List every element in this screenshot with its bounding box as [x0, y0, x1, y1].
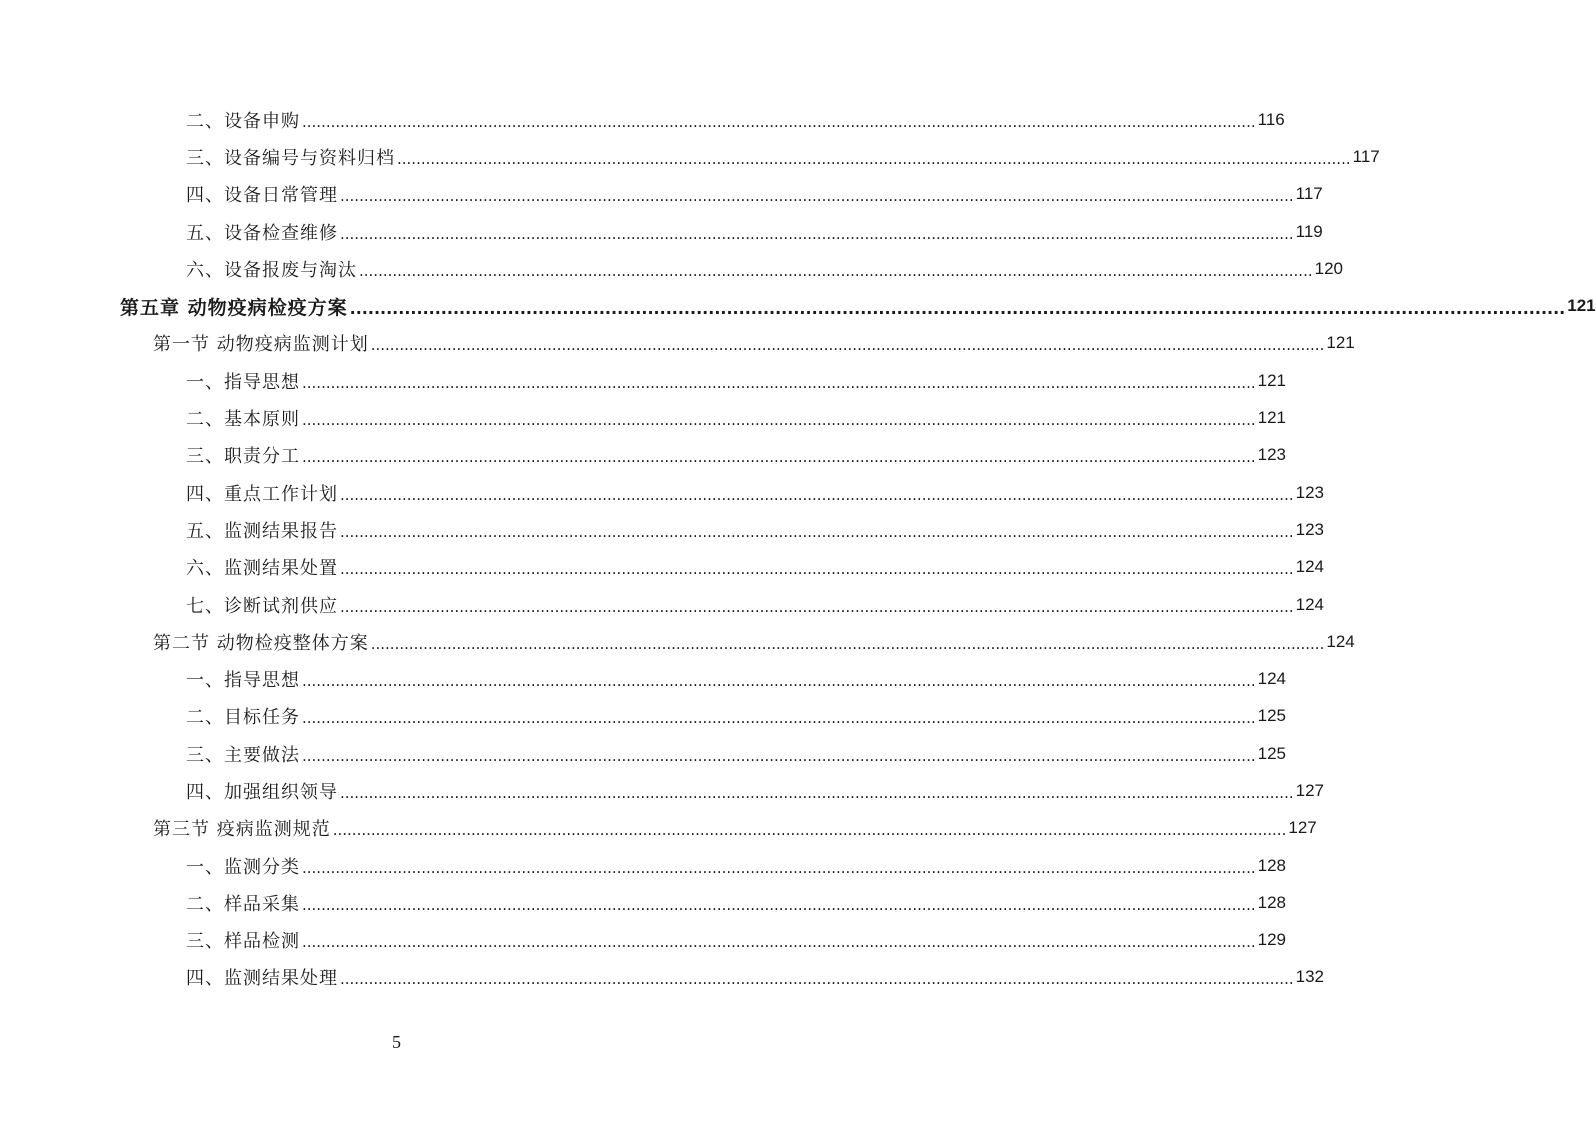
toc-entry-page-number: 129 [1257, 930, 1286, 950]
dot-leader: ........................................................................................................................................................................................................ [340, 485, 1294, 504]
toc-entry-chapter[interactable] [0, 287, 1596, 324]
toc-entry-title: 二、目标任务 [186, 707, 300, 729]
toc-entry-title: 二、设备申购 [186, 110, 300, 132]
dot-leader: ........................................................................................................................................................................................................ [349, 298, 1566, 318]
toc-entry-page-number: 125 [1257, 743, 1286, 763]
toc-entry-page-number: 120 [1314, 258, 1343, 278]
toc-entry-page-number: 124 [1295, 594, 1324, 614]
toc-entry-page-number: 116 [1257, 109, 1285, 129]
toc-entry-title: 三、样品检测 [186, 931, 300, 953]
toc-entry-item[interactable] [0, 399, 1286, 436]
toc-entry-page-number: 119 [1295, 221, 1323, 241]
dot-leader: ........................................................................................................................................................................................................ [302, 448, 1256, 467]
toc-entry-title: 四、加强组织领导 [186, 781, 338, 803]
toc-entry-item[interactable] [0, 437, 1286, 474]
dot-leader: ........................................................................................................................................................................................................ [397, 149, 1351, 168]
dot-leader: ........................................................................................................................................................................................................ [359, 261, 1313, 280]
toc-entry-page-number: 121 [1257, 370, 1286, 390]
toc-entry-title: 一、指导思想 [186, 371, 300, 393]
toc-entry-title: 四、重点工作计划 [186, 483, 338, 505]
toc-entry-page-number: 127 [1288, 818, 1317, 838]
toc-entry-item[interactable] [0, 101, 1285, 138]
toc-entry-title: 第一节 动物疫病监测计划 [153, 334, 369, 356]
toc-entry-item[interactable] [0, 586, 1324, 623]
toc-entry-title: 四、设备日常管理 [186, 185, 338, 207]
toc-entry-item[interactable] [0, 213, 1323, 250]
toc-entry-title: 一、指导思想 [186, 670, 300, 692]
toc-entry-item[interactable] [0, 362, 1286, 399]
toc-entry-item[interactable] [0, 549, 1324, 586]
toc-entry-page-number: 117 [1352, 146, 1380, 166]
dot-leader: ........................................................................................................................................................................................................ [302, 373, 1256, 392]
toc-entry-page-number: 123 [1257, 445, 1286, 465]
dot-leader: ........................................................................................................................................................................................................ [302, 933, 1256, 952]
toc-entry-title: 三、设备编号与资料归档 [186, 147, 395, 169]
toc-entry-page-number: 121 [1257, 408, 1286, 428]
dot-leader: ........................................................................................................................................................................................................ [340, 560, 1294, 579]
toc-entry-item[interactable] [0, 922, 1286, 959]
toc-entry-item[interactable] [0, 959, 1324, 996]
toc-entry-page-number: 124 [1295, 557, 1324, 577]
toc-entry-title: 二、基本原则 [186, 409, 300, 431]
toc-entry-title: 六、设备报废与淘汰 [186, 259, 357, 281]
toc-entry-section[interactable] [0, 623, 1355, 660]
dot-leader: ........................................................................................................................................................................................................ [332, 821, 1287, 840]
toc-entry-page-number: 128 [1257, 855, 1286, 875]
toc-entry-title: 第三节 疫病监测规范 [153, 819, 331, 841]
toc-entry-title: 五、设备检查维修 [186, 222, 338, 244]
toc-entry-item[interactable] [0, 250, 1343, 287]
toc-entry-item[interactable] [0, 735, 1286, 772]
dot-leader: ........................................................................................................................................................................................................ [302, 858, 1256, 877]
dot-leader: ........................................................................................................................................................................................................ [340, 224, 1294, 243]
toc-entry-title: 三、主要做法 [186, 744, 300, 766]
dot-leader: ........................................................................................................................................................................................................ [340, 597, 1294, 616]
toc-entry-item[interactable] [0, 660, 1286, 697]
dot-leader: ........................................................................................................................................................................................................ [340, 783, 1294, 802]
toc-entry-item[interactable] [0, 138, 1380, 175]
toc-entry-title: 一、监测分类 [186, 856, 300, 878]
dot-leader: ........................................................................................................................................................................................................ [340, 187, 1294, 206]
toc-entry-item[interactable] [0, 698, 1286, 735]
page-number: 5 [392, 1032, 401, 1052]
dot-leader: ........................................................................................................................................................................................................ [302, 672, 1256, 691]
toc-entry-item[interactable] [0, 772, 1324, 809]
toc-entry-page-number: 128 [1257, 892, 1286, 912]
toc-entry-title: 七、诊断试剂供应 [186, 595, 338, 617]
dot-leader: ........................................................................................................................................................................................................ [302, 411, 1256, 430]
table-of-contents [0, 101, 1596, 996]
toc-entry-title: 第五章 动物疫病检疫方案 [120, 296, 348, 319]
dot-leader: ........................................................................................................................................................................................................ [370, 634, 1325, 653]
toc-entry-item[interactable] [0, 176, 1323, 213]
toc-entry-title: 第二节 动物检疫整体方案 [153, 632, 369, 654]
toc-entry-page-number: 123 [1295, 519, 1324, 539]
toc-entry-page-number: 123 [1295, 482, 1324, 502]
toc-entry-item[interactable] [0, 884, 1286, 921]
dot-leader: ........................................................................................................................................................................................................ [340, 522, 1294, 541]
toc-entry-title: 五、监测结果报告 [186, 520, 338, 542]
toc-entry-section[interactable] [0, 810, 1317, 847]
toc-entry-title: 四、监测结果处理 [186, 968, 338, 990]
toc-entry-item[interactable] [0, 847, 1286, 884]
toc-entry-title: 二、样品采集 [186, 893, 300, 915]
toc-entry-item[interactable] [0, 511, 1324, 548]
dot-leader: ........................................................................................................................................................................................................ [370, 336, 1325, 355]
toc-entry-page-number: 121 [1567, 296, 1596, 316]
dot-leader: ........................................................................................................................................................................................................ [302, 746, 1256, 765]
toc-entry-page-number: 132 [1295, 967, 1324, 987]
toc-entry-title: 三、职责分工 [186, 446, 300, 468]
dot-leader: ........................................................................................................................................................................................................ [302, 709, 1256, 728]
toc-entry-page-number: 117 [1295, 184, 1323, 204]
dot-leader: ........................................................................................................................................................................................................ [302, 112, 1256, 131]
toc-entry-page-number: 124 [1326, 631, 1355, 651]
toc-entry-page-number: 121 [1326, 333, 1355, 353]
toc-entry-page-number: 124 [1257, 669, 1286, 689]
dot-leader: ........................................................................................................................................................................................................ [302, 895, 1256, 914]
toc-entry-page-number: 125 [1257, 706, 1286, 726]
dot-leader: ........................................................................................................................................................................................................ [340, 970, 1294, 989]
toc-entry-page-number: 127 [1295, 780, 1324, 800]
toc-entry-title: 六、监测结果处置 [186, 558, 338, 580]
toc-entry-section[interactable] [0, 325, 1355, 362]
toc-entry-item[interactable] [0, 474, 1324, 511]
